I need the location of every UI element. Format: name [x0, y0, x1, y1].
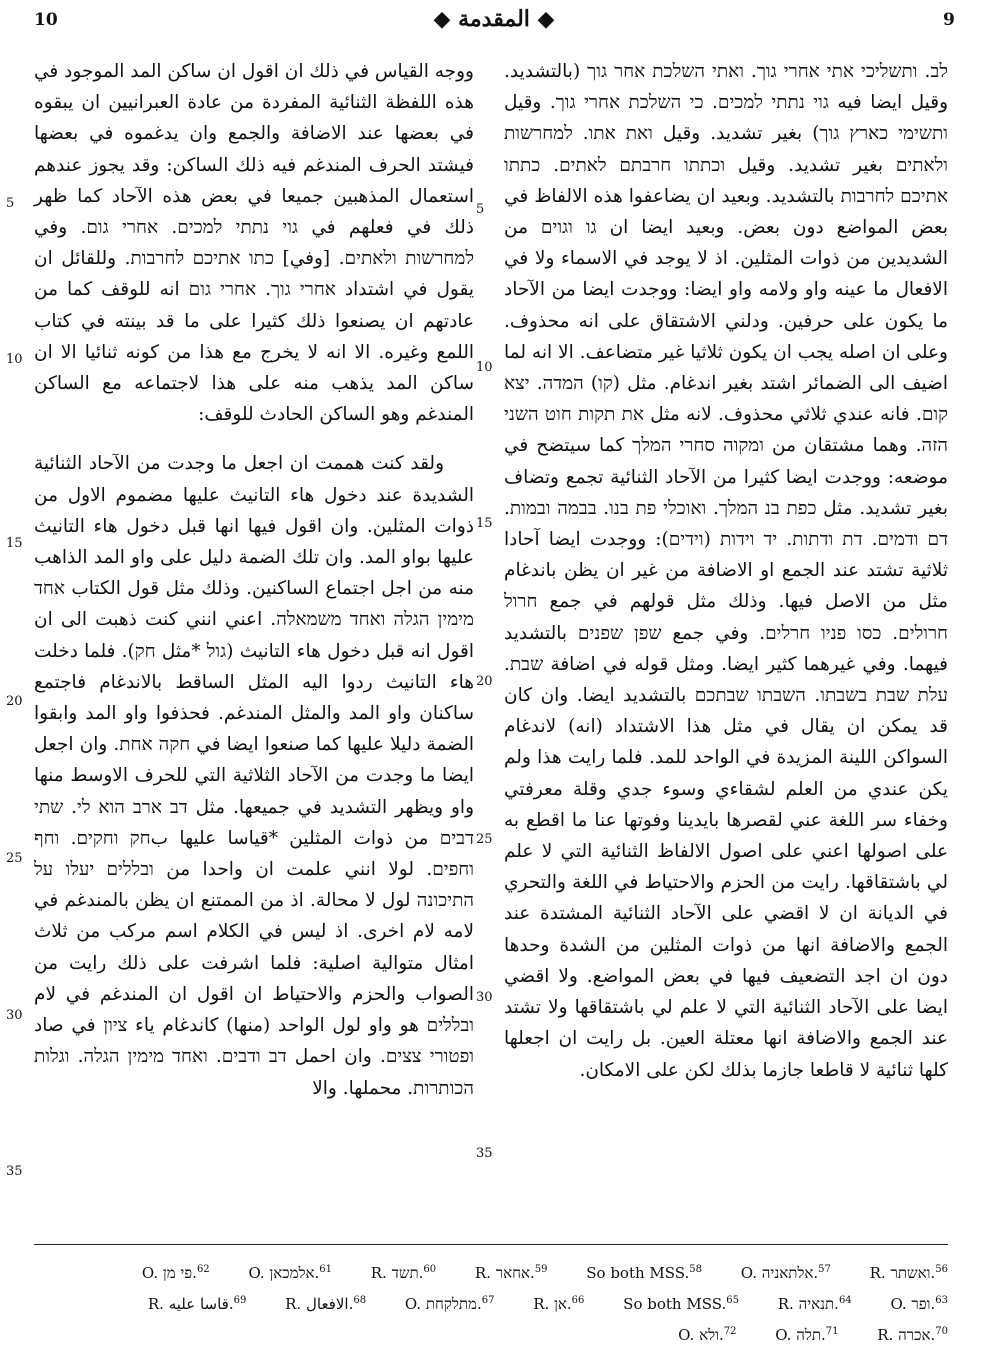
- footnote-number: 66: [571, 1295, 585, 1306]
- footnote: [865, 1256, 948, 1287]
- line-number: 15: [476, 516, 493, 531]
- footnote-number: 64: [838, 1295, 852, 1306]
- line-number: 25: [476, 832, 493, 847]
- line-number: 20: [476, 674, 493, 689]
- right-column: [504, 56, 948, 1086]
- page-number-left: 10: [34, 10, 58, 30]
- footnote-number: 62: [196, 1264, 210, 1275]
- line-number: 15: [6, 536, 23, 551]
- line-number: 30: [476, 990, 493, 1005]
- footnote-text: R. אכרה.: [872, 1326, 936, 1344]
- footnote-number: 56: [935, 1264, 948, 1275]
- footnote: [528, 1287, 584, 1318]
- footnote-text: R. قاسا عليه.: [143, 1295, 234, 1313]
- footnote: [736, 1256, 831, 1287]
- footnotes: [40, 1256, 948, 1349]
- footnote-text: O. אלמכאן.: [243, 1264, 320, 1282]
- footnote: [618, 1287, 739, 1318]
- footnote-text: O. ופר.: [885, 1295, 936, 1313]
- footnote-number: 67: [481, 1295, 495, 1306]
- footnote-text: R. אחאר.: [470, 1264, 535, 1282]
- footnote: [770, 1318, 838, 1349]
- footnote-number: 68: [353, 1295, 367, 1306]
- footnote: [470, 1256, 547, 1287]
- footnote-number: 65: [726, 1295, 739, 1306]
- footnote-number: 57: [818, 1264, 831, 1275]
- footnote-text: So both MSS.: [581, 1264, 690, 1282]
- line-number: 5: [476, 202, 485, 217]
- footnote-number: 69: [233, 1295, 247, 1306]
- footnote: [137, 1256, 210, 1287]
- footnote: [886, 1287, 948, 1318]
- footnote: [673, 1318, 736, 1349]
- line-number: 35: [476, 1146, 493, 1161]
- footnote-number: 70: [935, 1326, 948, 1337]
- footnote-text: O. פי מן.: [137, 1264, 197, 1282]
- footnote-text: R. תשד.: [366, 1264, 424, 1282]
- line-number: 10: [6, 352, 23, 367]
- right-paragraph-1: לב. ותשליכי אתי אחרי גוך. ואתי השלכת אחר גוך (بالتشديد. وقيل ايضا فيه גוי נתתי למכים. כי השלכת אחרי גוך. وقيل ותשימי כארץ גוך) بغير تشديد. وقيل ואת אתו. למחרשות ולאתים بغير تشديد. وقيل וכתתו חרבתם לאתים. כתתו אתיכם לחרבות بالتشديد. وبعيد ان يضاعفوا هذه الالفاظ في بعض المواضع دون بعض. وبعيد ايضا ان גו וגוים من الشديدين من ذوات المثلين. اذ لا يوجد في الاسماء ولا في الافعال ما عينه واو ولامه واو ايضا: ووجدت ايضا من الآحاد ما يكون على حرفين. ودلني الاشتقاق على انه محذوف. وعلى ان اصله يجب ان يكون ثلاثيا غير متضاعف. الا انه لما اضيف الى الضمائر اشتد بغير اندغام. مثل (קו) המדה. יצא קום. فانه عندي ثلاثي محذوف. لانه مثل את תקות חוט השני הזה. وهما مشتقان من ומקוה סחרי המלך كما سيتضح في موضعه: ووجدت ايضا كثيرا من الآحاد الثنائية تجمع وتضاف بغير تشديد. مثل כפת בנ המלך. ואוכלי פת בנו. בבמה ובמות. דם ודמים. דת ודתות. יד וידות (וידים): ووجدت ايضا آحادا ثلاثية تشتد عند الجمع او الاضافة من غير ان يظن باندغام مثل من الاصل فيها. وذلك مثل قولهم في جمع חרול חרולים. כסו פניו חרלים. وفي جمع שפן שפנים بالتشديد فيهما. وفي غيرهما كثير ايضا. ومثل قوله في اضافة שבת. עלת שבת בשבתו. השבתו שבתכם بالتشديد ايضا. وان كان قد يمكن ان يقال في مثل هذا الاشتداد (انه) لاندغام السواكن اللينة المزيدة في الواحد للمد. فلما رايت هذا ولم يكن عندي من العلم لشقاءي وسوء جدي وقلة معرفتي وخفاء سر اللغة عني لقصرها بايدينا وفوتها عنا ما اقطع به على اصولها اعني على اصول الالفاظ الثنائية التي لا علم لي باشتقاقها. رايت من الحزم والاحتياط في اللغة والتحري في الديانة ان لا اقضي على الآحاد الثنائية المشتدة عند الجمع والاضافة انها من ذوات المثلين من الشدة وحدها دون ان اجد التضعيف فيها في بعض المواضع. ولا اقضي ايضا على الآحاد الثنائية التي لا علم لي باشتقاقها ولا تشتد عند الجمع والاضافة انها معتلة العين. بل رايت ان اجعلها كلها ثنائية لا قاطعا جازما بذلك لكن على الامكان.: [504, 61, 948, 1081]
- line-number: 35: [6, 1164, 23, 1179]
- footnote-text: O. מתלקחת.: [400, 1295, 482, 1313]
- footnote-text: So both MSS.: [618, 1295, 727, 1313]
- footnote: [873, 1318, 948, 1349]
- footnote-text: R. الافعال.: [280, 1295, 354, 1313]
- line-number: 5: [6, 196, 15, 211]
- left-paragraph-2: ولقد كنت هممت ان اجعل ما وجدت من الآحاد الثنائية الشديدة عند دخول هاء التانيث عليها مضموم الاول من ذوات المثلين. وان اقول فيها انها قبل دخول هاء التانيث عليها بواو المد. وان تلك الضمة دليل على واو المد الذاهب منه من اجل اجتماع الساكنين. وذلك مثل قول الكتاب אחד מימין הגלה ואחד משמאלה. اعني انني كنت ذهبت الى ان اقول انه قبل دخول هاء التانيث (גול *مثل חק). فلما دخلت هاء التانيث ردوا اليه المثل الساقط بالاندغام فاجتمع ساكنان واو المد والمثل المندغم. فحذفوا واو المد وابقوا الضمة دليلا عليها كما صنعوا ايضا في חקה אחת. وان اجعل ايضا ما وجدت من الآحاد الثلاثية التي للحرف الاوسط منها واو ويظهر التشديد في جميعها. مثل דב ארב הוא לי. שתי דבים من ذوات المثلين *قياسا عليها بחק וחקים. וחף וחפים. لولا انني علمت ان واحدا من ובללים יעלו על התיכונה لول لا محالة. اذ من الممتنع ان يظن بالمندغم في لامه لام اخرى. اذ ليس في الكلام اسم مركب من ثلاث امثال متوالية اصلية: فلما اشرفت على ذلك رايت من الصواب والحزم والاحتياط ان اقول ان المندغم في لام ובללים هو واو لول الواحد (منها) كاندغام ياء ציון في صاد ופטורי צצים. وان احمل דב ודבים. ואחד מימין הגלה. וגלות הכותרות. محملها. والا: [34, 453, 474, 1099]
- running-head: ◆ المقدمة ◆: [433, 6, 555, 32]
- line-number: 20: [6, 694, 23, 709]
- left-paragraph-1: ووجه القياس في ذلك ان اقول ان ساكن المد الموجود في هذه اللفظة الثنائية المفردة من عادة العبرانيين ان يبقوه في بعضها عند الاضافة والجمع وان يدغموه في بعضها فيشتد الحرف المندغم فيه ذلك الساكن: وقد يجوز عندهم استعمال المذهبين جميعا في بعض هذه الآحاد كما ظهر ذلك في فعلهم في גוי נתתי למכים. אחרי גום. وفي למחרשות ולאתים. [وفي] כתו אתיכם לחרבות. وللقائل ان يقول في اشتداد אחרי גוך. אחרי גום انه للوقف كما من عادتهم ان يصنعوا ذلك كثيرا على ما قد بينته في كتاب اللمع وغيره. الا انه لا يخرج مع هذا من كونه ثنائيا الا ان ساكن المد يذهب منه على هذا لاجتماعه مع الساكن المندغم وهو الساكن الحادث للوقف:: [34, 61, 474, 426]
- footnote: [244, 1256, 332, 1287]
- footnote-text: R. אן.: [528, 1295, 572, 1313]
- line-number: 25: [6, 851, 23, 866]
- footnote-text: O. ולא.: [673, 1326, 724, 1344]
- line-number: 10: [476, 360, 493, 375]
- left-column: [34, 56, 474, 1104]
- footnote-number: 71: [825, 1326, 839, 1337]
- footnote-text: O. תלה.: [770, 1326, 826, 1344]
- line-number: 30: [6, 1008, 23, 1023]
- footnote: [366, 1256, 436, 1287]
- footnote-text: R. תנאיה.: [772, 1295, 839, 1313]
- footnote: [143, 1287, 246, 1318]
- footnote: [280, 1287, 366, 1318]
- page-number-right: 9: [943, 10, 955, 30]
- footnote-number: 72: [723, 1326, 737, 1337]
- footnote: [581, 1256, 702, 1287]
- footnote-rule: [34, 1244, 948, 1245]
- footnote-number: 58: [689, 1264, 703, 1275]
- footnote-number: 63: [935, 1295, 948, 1306]
- footnote-number: 61: [319, 1264, 332, 1275]
- footnote: [400, 1287, 494, 1318]
- footnote-number: 59: [534, 1264, 548, 1275]
- footnote-text: R. ואשתר.: [864, 1264, 936, 1282]
- footnote-text: O. אלתאניה.: [736, 1264, 819, 1282]
- footnote-number: 60: [423, 1264, 437, 1275]
- footnote: [773, 1287, 852, 1318]
